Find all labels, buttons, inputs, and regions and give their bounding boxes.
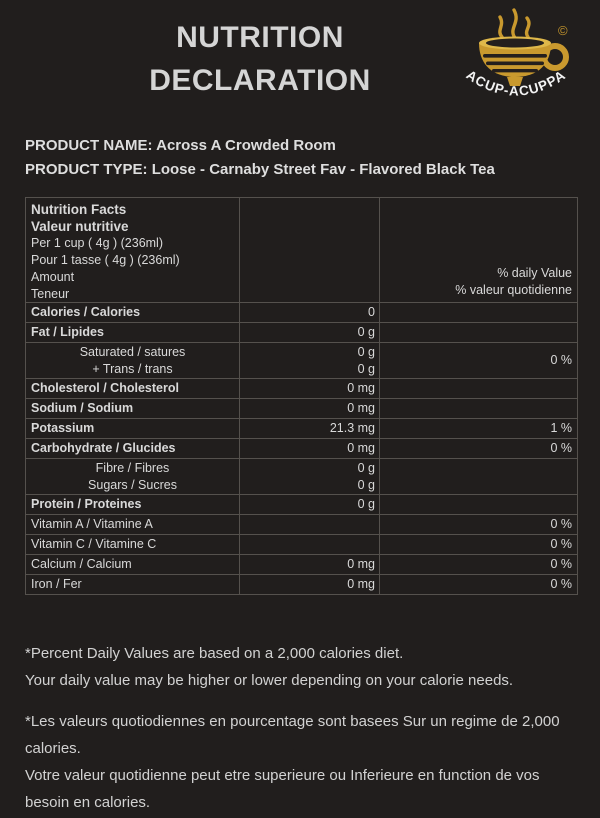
row-dv: 0 % — [550, 353, 572, 367]
header — [0, 0, 600, 118]
cup-stripes — [483, 54, 547, 72]
product-name-label: PRODUCT NAME: — [25, 137, 153, 154]
table-row — [26, 398, 577, 418]
row-dv: 0 % — [550, 517, 572, 531]
table-header-left — [26, 198, 240, 303]
copyright-symbol: © — [558, 23, 568, 38]
daily-value-label-en: % daily Value — [497, 266, 572, 280]
nutrition-table — [25, 197, 578, 595]
table-row — [26, 554, 577, 574]
row-amount: 0 mg — [347, 441, 375, 455]
table-header-middle — [240, 198, 380, 303]
row-dv: 0 % — [550, 441, 572, 455]
table-row — [26, 342, 577, 378]
table-row — [26, 438, 577, 458]
row-label: Potassium — [31, 421, 95, 435]
row-label: Protein / Proteines — [31, 497, 142, 511]
row-label: Vitamin C / Vitamine C — [31, 537, 157, 551]
row-amount: 0 mg — [347, 577, 375, 591]
table-row — [26, 302, 577, 322]
brand-logo — [454, 6, 578, 114]
row-amount: 21.3 mg — [329, 421, 375, 435]
amount-label-en: Amount — [31, 270, 75, 284]
nutrition-rows — [26, 302, 577, 594]
footnote-fr — [25, 708, 590, 816]
logo-arc-text: ACUP-ACUPPA — [463, 67, 569, 99]
row-label: Carbohydrate / Glucides — [31, 441, 176, 455]
serving-size-fr: Pour 1 tasse ( 4g ) (236ml) — [31, 253, 180, 267]
row-dv: 0 % — [550, 537, 572, 551]
row-dv: 0 % — [550, 557, 572, 571]
row-amount: 0 g — [357, 497, 375, 511]
product-type-value: Loose - Carnaby Street Fav - Flavored Black Tea — [151, 161, 495, 178]
table-header — [26, 198, 577, 302]
product-type-label: PRODUCT TYPE: — [25, 161, 148, 178]
page-title-line1: NUTRITION — [176, 21, 344, 54]
table-row — [26, 534, 577, 554]
product-name-value: Across A Crowded Room — [156, 137, 336, 154]
table-row — [26, 322, 577, 342]
footnote-en-line: Your daily value may be higher or lower depending on your calorie needs. — [25, 672, 514, 689]
row-amount: 0 mg — [347, 557, 375, 571]
cup-opening — [486, 39, 544, 48]
footnote-fr-line: calories. — [25, 740, 81, 757]
row-label: Fibre / Fibres — [95, 460, 170, 475]
cup-logo-icon — [454, 6, 578, 114]
footnotes — [25, 640, 590, 816]
row-label: Saturated / satures — [79, 344, 186, 359]
product-type-line — [25, 158, 585, 182]
table-row — [26, 378, 577, 398]
daily-value-label-fr: % valeur quotidienne — [455, 283, 572, 297]
footnote-en — [25, 640, 590, 694]
footnote-fr-line: besoin en calories. — [25, 794, 151, 811]
serving-size-en: Per 1 cup ( 4g ) (236ml) — [31, 236, 163, 250]
nutrition-facts-title-fr: Valeur nutritive — [31, 219, 129, 234]
row-amount: 0 g — [357, 460, 375, 475]
row-amount: 0 g — [357, 477, 375, 492]
row-label: Calories / Calories — [31, 305, 141, 319]
product-info — [25, 134, 585, 182]
table-row — [26, 574, 577, 594]
amount-label-fr: Teneur — [31, 287, 70, 301]
footnote-fr-line: *Les valeurs quotiodiennes en pourcentage sont basees Sur un regime de 2,000 — [25, 713, 560, 730]
table-header-right — [380, 198, 577, 303]
row-label: Cholesterol / Cholesterol — [31, 381, 179, 395]
row-label: Sodium / Sodium — [31, 401, 134, 415]
product-name-line — [25, 134, 585, 158]
table-row — [26, 514, 577, 534]
row-label: Vitamin A / Vitamine A — [31, 517, 153, 531]
row-amount: 0 mg — [347, 381, 375, 395]
row-amount: 0 g — [357, 361, 375, 376]
row-dv: 0 % — [550, 577, 572, 591]
footnote-fr-line: Votre valeur quotidienne peut etre superieure ou Inferieure en function de vos — [25, 767, 540, 784]
page-title — [0, 16, 520, 102]
row-label: Iron / Fer — [31, 577, 82, 591]
nutrition-facts-title-en: Nutrition Facts — [31, 202, 127, 217]
row-label: Calcium / Calcium — [31, 557, 132, 571]
row-dv: 1 % — [550, 421, 572, 435]
row-amount: 0 g — [357, 344, 375, 359]
page-title-line2: DECLARATION — [149, 64, 371, 97]
row-amount: 0 mg — [347, 401, 375, 415]
row-label: Fat / Lipides — [31, 325, 104, 339]
footnote-en-line: *Percent Daily Values are based on a 2,000 calories diet. — [25, 645, 404, 662]
row-amount: 0 g — [357, 325, 375, 339]
table-row — [26, 494, 577, 514]
row-amount: 0 — [368, 305, 375, 319]
row-label: Sugars / Sucres — [88, 477, 177, 492]
steam-icon — [500, 10, 529, 38]
table-row — [26, 418, 577, 438]
row-label: + Trans / trans — [92, 361, 173, 376]
table-row — [26, 458, 577, 494]
